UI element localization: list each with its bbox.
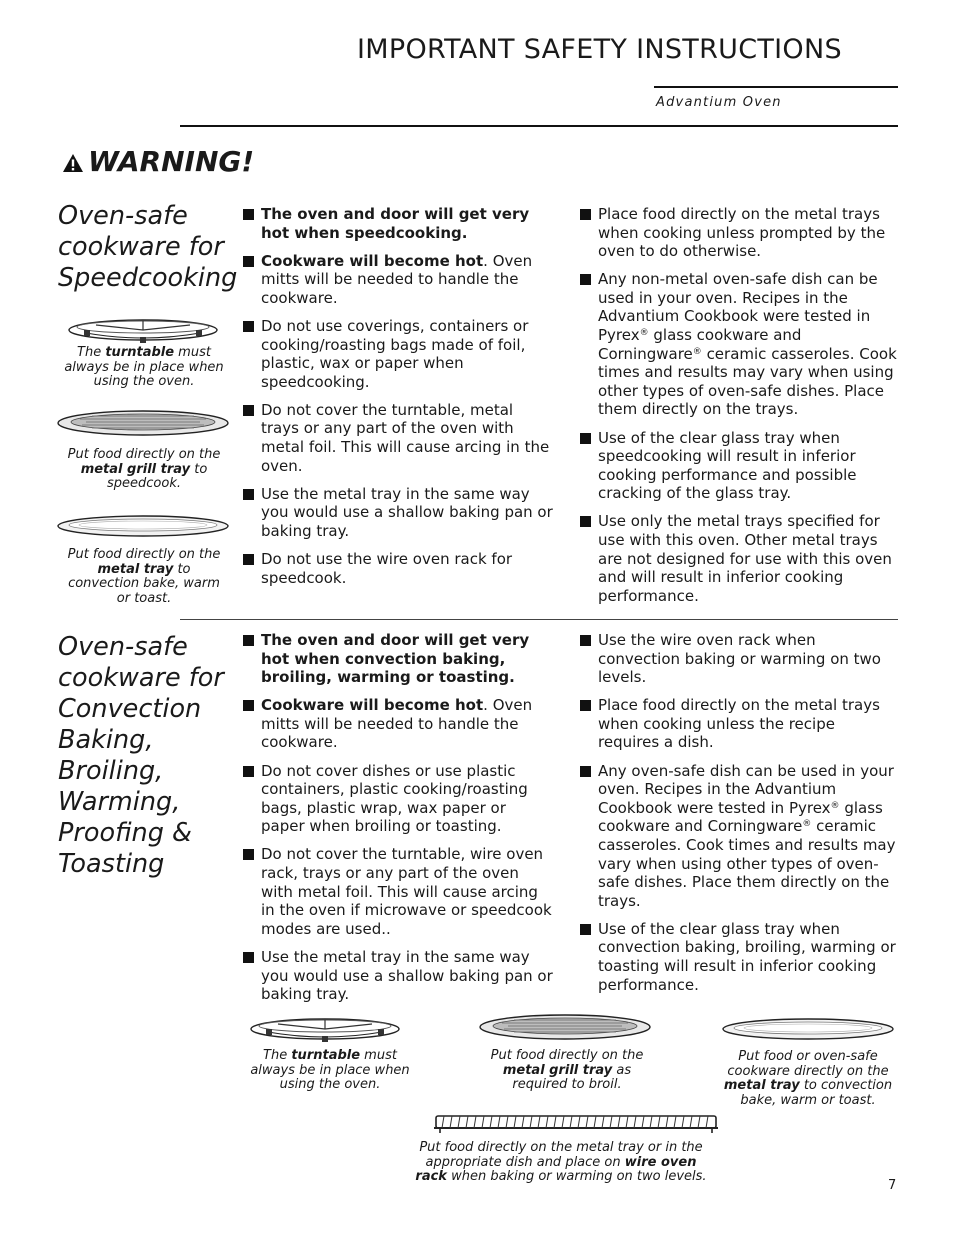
square-bullet-icon bbox=[580, 924, 591, 935]
caption-grill-tray: Put food directly on the metal grill tray to speedcook. bbox=[67, 447, 221, 491]
page-number: 7 bbox=[888, 1178, 897, 1193]
bullet-item: Any oven-safe dish can be used in your oven. Recipes in the Advantium Cookbook were tested in Pyrex® glass cookware and Corningware® ceramic casseroles. Cook times and results may vary when using other types of oven-safe dishes. Place them directly on the trays. bbox=[580, 762, 898, 911]
caption-metal-tray: Put food directly on the metal tray to convection bake, warm or toast. bbox=[67, 547, 221, 606]
square-bullet-icon bbox=[243, 700, 254, 711]
grill-tray-illustration bbox=[56, 408, 230, 438]
caption-wire-oven-rack: Put food directly on the metal tray or in the appropriate dish and place on wire oven rack when baking or warming on two levels. bbox=[415, 1140, 707, 1184]
bullet-item: Use the metal tray in the same way you would use a shallow baking pan or baking tray. bbox=[243, 485, 553, 541]
turntable-illustration bbox=[248, 1012, 402, 1046]
header-rule bbox=[654, 86, 898, 88]
warning-triangle-icon bbox=[62, 153, 84, 173]
square-bullet-icon bbox=[243, 489, 254, 500]
square-bullet-icon bbox=[580, 766, 591, 777]
bullet-item: The oven and door will get very hot when convection baking, broiling, warming or toasting. bbox=[243, 631, 553, 687]
caption-turntable: The turntable must always be in place when using the oven. bbox=[250, 1048, 410, 1092]
warning-heading bbox=[62, 145, 254, 178]
section1-left-column bbox=[243, 205, 553, 597]
section-title-speedcooking: Oven-safe cookware for Speedcooking bbox=[58, 201, 238, 293]
caption-turntable: The turntable must always be in place when using the oven. bbox=[64, 345, 224, 389]
bullet-item: Cookware will become hot. Oven mitts will be needed to handle the cookware. bbox=[243, 252, 553, 308]
square-bullet-icon bbox=[243, 554, 254, 565]
bullet-item: Any non-metal oven-safe dish can be used in your oven. Recipes in the Advantium Cookbook were tested in Pyrex® glass cookware and Corningware® ceramic casseroles. Cook times and results may vary when using other types of oven-safe dishes. Place them directly on the trays. bbox=[580, 270, 898, 419]
square-bullet-icon bbox=[243, 405, 254, 416]
bullet-item: Use of the clear glass tray when convection baking, broiling, warming or toasting will result in inferior cooking performance. bbox=[580, 920, 898, 994]
metal-tray-illustration bbox=[721, 1016, 895, 1042]
square-bullet-icon bbox=[580, 700, 591, 711]
bullet-item: Cookware will become hot. Oven mitts will be needed to handle the cookware. bbox=[243, 696, 553, 752]
bullet-item: Do not cover dishes or use plastic containers, plastic cooking/roasting bags, plastic wrap, wax paper or paper when broiling or toasting. bbox=[243, 762, 553, 836]
metal-tray-illustration bbox=[56, 513, 230, 539]
square-bullet-icon bbox=[243, 209, 254, 220]
caption-grill-tray: Put food directly on the metal grill tray as required to broil. bbox=[490, 1048, 644, 1092]
bullet-item: Place food directly on the metal trays when cooking unless the recipe requires a dish. bbox=[580, 696, 898, 752]
bullet-item: Use the metal tray in the same way you would use a shallow baking pan or baking tray. bbox=[243, 948, 553, 1004]
square-bullet-icon bbox=[243, 766, 254, 777]
square-bullet-icon bbox=[580, 516, 591, 527]
square-bullet-icon bbox=[243, 952, 254, 963]
page-subtitle: Advantium Oven bbox=[656, 95, 782, 110]
wire-oven-rack-illustration bbox=[430, 1112, 722, 1134]
square-bullet-icon bbox=[243, 635, 254, 646]
bullet-item: Place food directly on the metal trays when cooking unless prompted by the oven to do otherwise. bbox=[580, 205, 898, 261]
bullet-item: Use of the clear glass tray when speedcooking will result in inferior cooking performance and possible cracking of the glass tray. bbox=[580, 429, 898, 503]
turntable-illustration bbox=[66, 313, 220, 347]
bullet-item: Do not use the wire oven rack for speedcook. bbox=[243, 550, 553, 587]
bullet-item: Do not cover the turntable, metal trays or any part of the oven with metal foil. This will cause arcing in the oven. bbox=[243, 401, 553, 475]
section-divider bbox=[180, 619, 898, 620]
section1-right-column bbox=[580, 205, 898, 615]
warning-label: WARNING! bbox=[88, 145, 255, 178]
bullet-item: Do not use coverings, containers or cooking/roasting bags made of foil, plastic, wax or paper when speedcooking. bbox=[243, 317, 553, 391]
caption-metal-tray: Put food or oven-safe cookware directly on the metal tray to convection bake, warm or toast. bbox=[723, 1049, 893, 1108]
section2-right-column bbox=[580, 631, 898, 1004]
square-bullet-icon bbox=[243, 321, 254, 332]
bullet-item: The oven and door will get very hot when speedcooking. bbox=[243, 205, 553, 242]
header-divider bbox=[180, 125, 898, 127]
section2-left-column bbox=[243, 631, 553, 1013]
square-bullet-icon bbox=[580, 433, 591, 444]
page-title: IMPORTANT SAFETY INSTRUCTIONS bbox=[357, 34, 842, 65]
square-bullet-icon bbox=[243, 849, 254, 860]
square-bullet-icon bbox=[580, 635, 591, 646]
bullet-item: Use the wire oven rack when convection baking or warming on two levels. bbox=[580, 631, 898, 687]
square-bullet-icon bbox=[580, 209, 591, 220]
square-bullet-icon bbox=[243, 256, 254, 267]
bullet-item: Use only the metal trays specified for use with this oven. Other metal trays are not designed for use with this oven and will result in inferior cooking performance. bbox=[580, 512, 898, 605]
square-bullet-icon bbox=[580, 274, 591, 285]
grill-tray-illustration bbox=[478, 1012, 652, 1042]
section-title-convection: Oven-safe cookware for Convection Baking, Broiling, Warming, Proofing & Toasting bbox=[58, 632, 224, 879]
bullet-item: Do not cover the turntable, wire oven rack, trays or any part of the oven with metal foil. This will cause arcing in the oven if microwave or speedcook modes are used.. bbox=[243, 845, 553, 938]
